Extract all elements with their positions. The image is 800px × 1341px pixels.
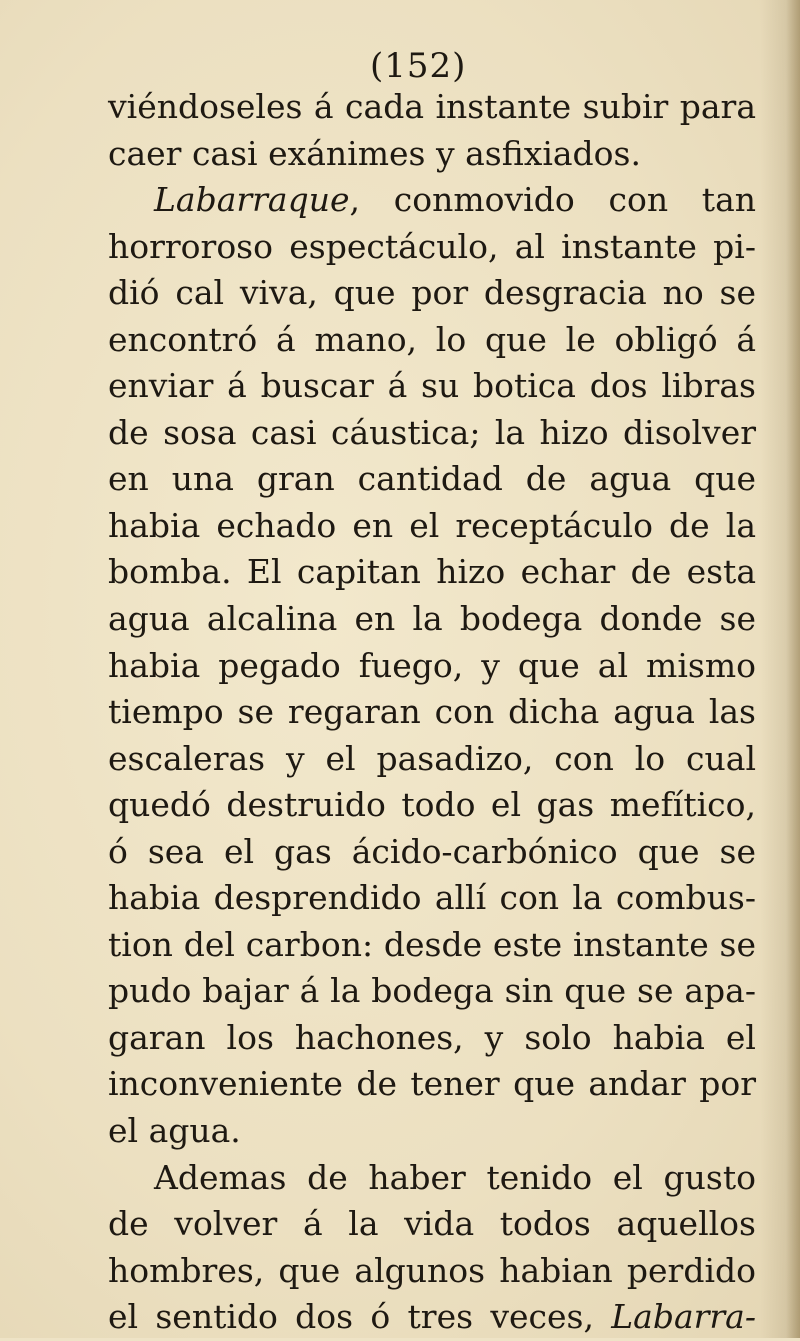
- text-line: pudo bajar á la bodega sin que se apa-: [108, 971, 756, 1011]
- text-line: quedó destruido todo el gas mefítico,: [108, 785, 756, 825]
- text-line: agua alcalina en la bodega donde se: [108, 599, 756, 639]
- text-line: de volver á la vida todos aquellos: [108, 1204, 756, 1244]
- text-line: [108, 1294, 756, 1341]
- text-line: tion del carbon: desde este instante se: [108, 924, 756, 964]
- text-line: tiempo se regaran con dicha agua las: [108, 692, 756, 732]
- text-line: encontró á mano, lo que le obligó á: [108, 319, 756, 359]
- text-line: enviar á buscar á su botica dos libras: [108, 366, 756, 406]
- text-line: de sosa casi cáustica; la hizo disolver: [108, 412, 756, 452]
- page-edge-shadow: [786, 0, 800, 1338]
- author-name: Labarraque: [154, 180, 350, 220]
- text-line: en una gran cantidad de agua que: [108, 459, 756, 499]
- body-text: [108, 84, 756, 1341]
- text-fragment: , conmovido con tan: [349, 180, 756, 220]
- text-line: caer casi exánimes y asfixiados.: [108, 133, 641, 173]
- text-line: hombres, que algunos habian perdido: [108, 1250, 756, 1290]
- text-line: ó sea el gas ácido-carbónico que se: [108, 831, 756, 871]
- text-line: habia desprendido allí con la combus-: [108, 878, 756, 918]
- text-line: bomba. El capitan hizo echar de esta: [108, 552, 756, 592]
- text-line: dió cal viva, que por desgracia no se: [108, 273, 756, 313]
- text-line: habia pegado fuego, y que al mismo: [108, 645, 756, 685]
- text-line: Ademas de haber tenido el gusto: [154, 1157, 756, 1197]
- page-number: (152): [370, 46, 467, 86]
- text-line: horroroso espectáculo, al instante pi-: [108, 226, 756, 266]
- text-line: el agua.: [108, 1111, 241, 1151]
- author-name: Labarra-: [611, 1297, 756, 1337]
- text-line: viéndoseles á cada instante subir para: [108, 87, 756, 126]
- text-fragment: el sentido dos ó tres veces,: [108, 1297, 612, 1337]
- text-line: habia echado en el receptáculo de la: [108, 505, 756, 545]
- text-line: [108, 177, 756, 224]
- text-line: garan los hachones, y solo habia el: [108, 1017, 756, 1057]
- text-line: inconveniente de tener que andar por: [108, 1064, 756, 1104]
- text-line: escaleras y el pasadizo, con lo cual: [108, 738, 756, 778]
